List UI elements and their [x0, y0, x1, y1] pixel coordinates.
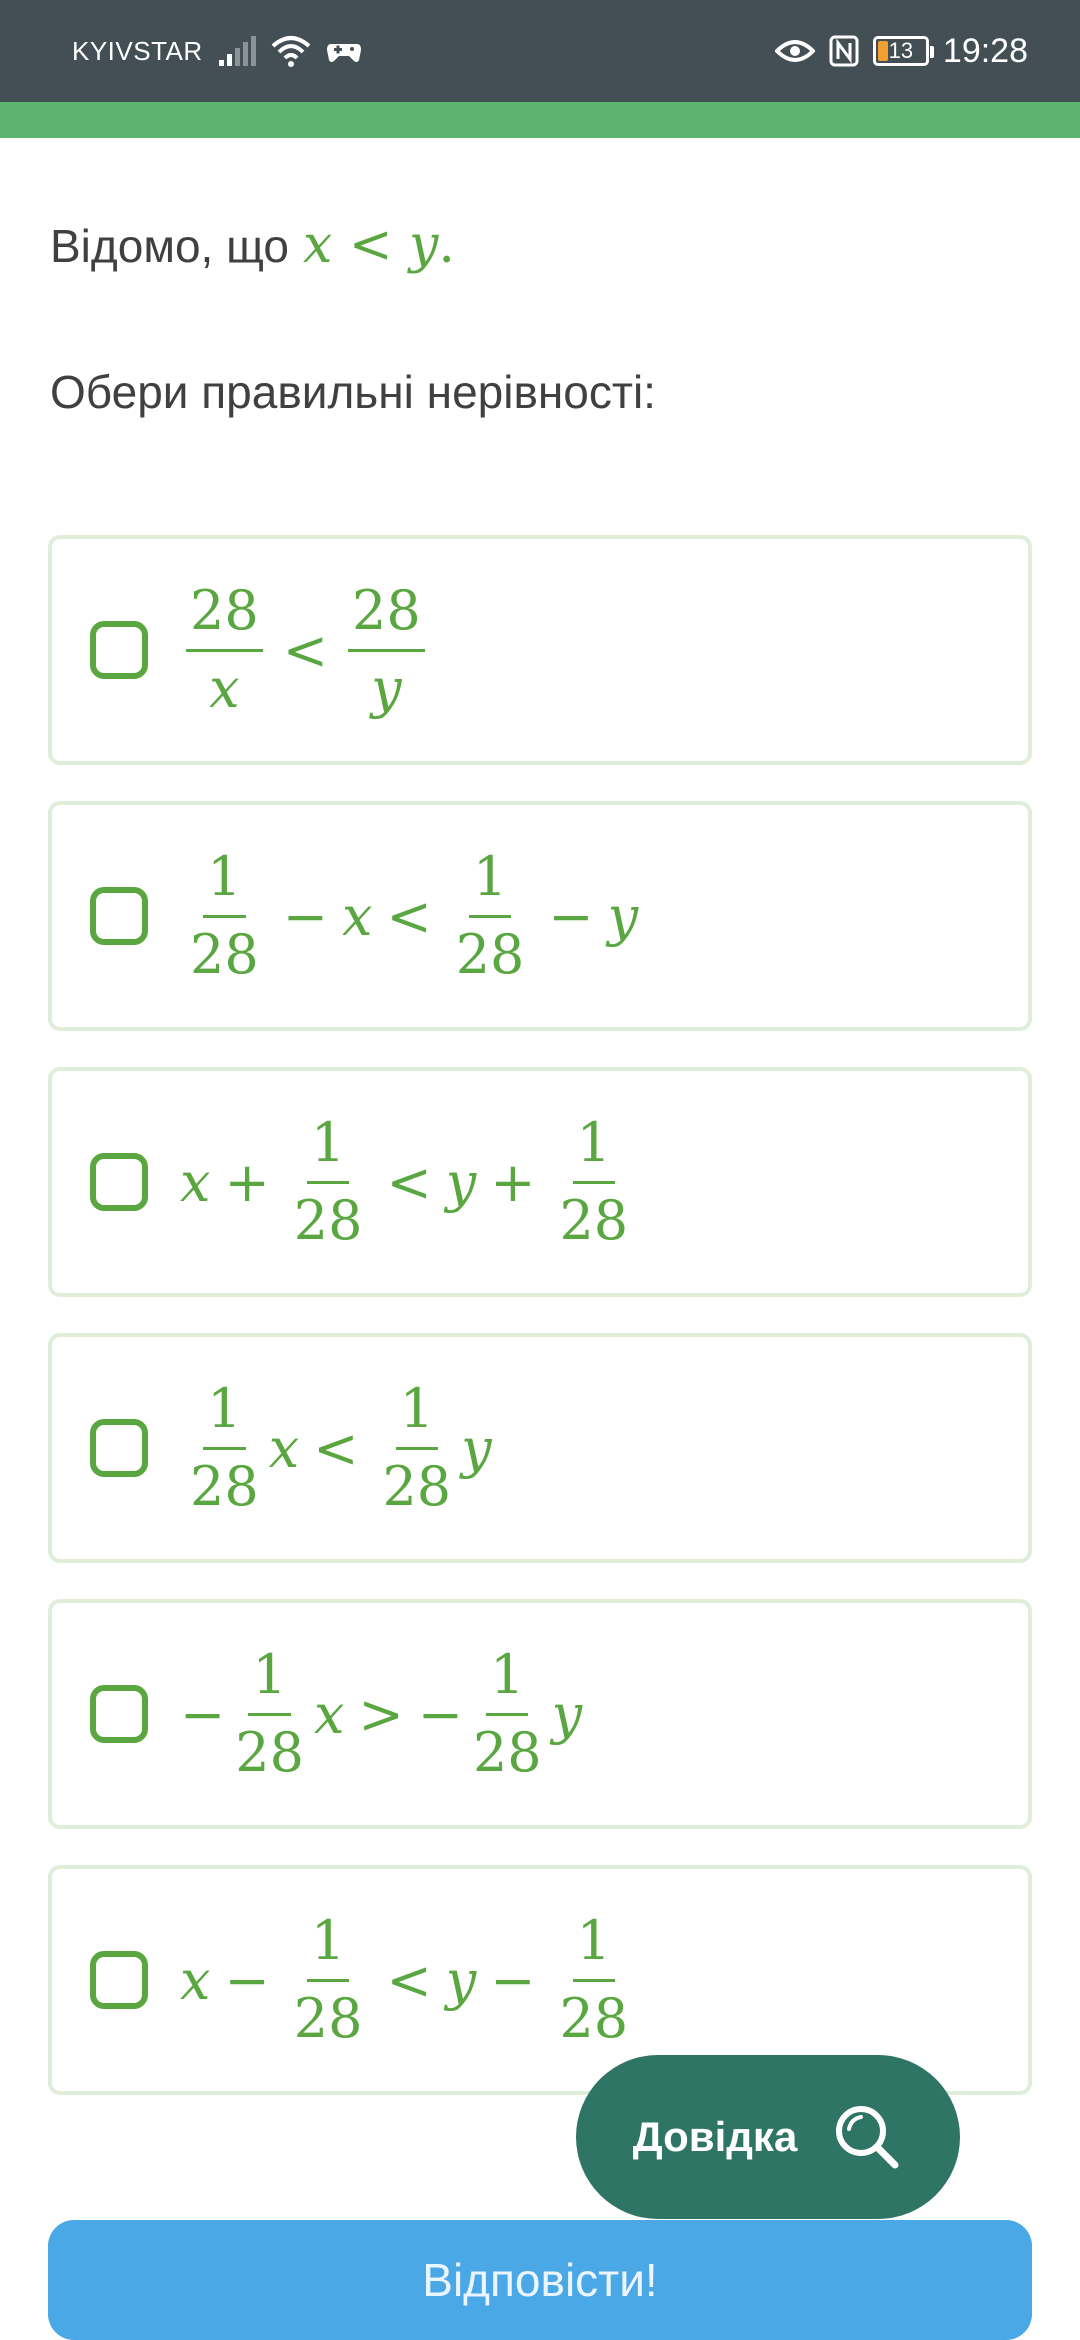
- help-button[interactable]: [576, 2055, 960, 2219]
- fraction: $\frac{28}{y}$: [348, 580, 425, 719]
- fraction: $\frac{1}{28}$: [293, 1111, 363, 1252]
- fraction: $\frac{1}{28}$: [190, 1377, 259, 1518]
- fraction: $\frac{1}{28}$: [472, 1643, 542, 1784]
- task-statement: [50, 215, 455, 275]
- fraction: $\frac{1}{28}$: [235, 1643, 304, 1784]
- fraction: $\frac{1}{28}$: [190, 845, 259, 986]
- task-prompt: Обери правильні нерівності:: [50, 366, 656, 418]
- header-band: [0, 102, 1080, 138]
- search-icon: [831, 2101, 903, 2173]
- submit-answer-button[interactable]: Відповісти!: [48, 2220, 1032, 2340]
- answer-option-4[interactable]: [48, 1333, 1032, 1563]
- option-1-checkbox[interactable]: [90, 621, 148, 679]
- help-button-label: Довідка: [632, 2113, 798, 2160]
- wifi-icon: [271, 34, 311, 68]
- fraction: $\frac{28}{x}$: [186, 580, 263, 719]
- answer-option-1[interactable]: [48, 535, 1032, 765]
- fraction: $\frac{1}{28}$: [559, 1909, 629, 2050]
- clock: 19:28: [942, 31, 1028, 70]
- option-4-expression: $\frac{1}{28}$ x < $\frac{1}{28}$ y: [180, 1378, 492, 1517]
- fraction: $\frac{1}{28}$: [382, 1377, 452, 1518]
- option-6-checkbox[interactable]: [90, 1951, 148, 2009]
- answer-options: [48, 535, 1032, 2131]
- option-3-checkbox[interactable]: [90, 1153, 148, 1211]
- option-3-expression: x + $\frac{1}{28}$ < y + $\frac{1}{28}$: [180, 1112, 638, 1251]
- status-right: [775, 32, 1028, 71]
- game-controller-icon: [325, 36, 363, 66]
- option-6-expression: x − $\frac{1}{28}$ < y − $\frac{1}{28}$: [180, 1910, 638, 2049]
- battery-level: 13: [888, 38, 914, 63]
- option-5-expression: − $\frac{1}{28}$ x > − $\frac{1}{28}$ y: [180, 1643, 583, 1784]
- option-1-expression: $\frac{28}{x}$ < $\frac{28}{y}$: [180, 580, 431, 719]
- fraction: $\frac{1}{28}$: [559, 1111, 629, 1252]
- option-5-checkbox[interactable]: [90, 1685, 148, 1743]
- eye-icon: [775, 37, 815, 65]
- option-4-checkbox[interactable]: [90, 1419, 148, 1477]
- option-2-checkbox[interactable]: [90, 887, 148, 945]
- answer-option-2[interactable]: [48, 801, 1032, 1031]
- answer-option-3[interactable]: [48, 1067, 1032, 1297]
- signal-icon: [217, 34, 257, 68]
- answer-option-5[interactable]: [48, 1599, 1032, 1829]
- carrier-name: KYIVSTAR: [72, 35, 203, 66]
- task-statement-text: Відомо, що: [50, 220, 290, 272]
- status-left: [72, 34, 363, 68]
- option-2-expression: $\frac{1}{28}$ − x < $\frac{1}{28}$ − y: [180, 846, 638, 985]
- fraction: $\frac{1}{28}$: [455, 845, 525, 986]
- fraction: $\frac{1}{28}$: [293, 1909, 363, 2050]
- battery-icon: [873, 36, 929, 66]
- task-condition: x < y.: [303, 215, 455, 275]
- nfc-icon: [829, 35, 859, 67]
- status-bar: [0, 0, 1080, 102]
